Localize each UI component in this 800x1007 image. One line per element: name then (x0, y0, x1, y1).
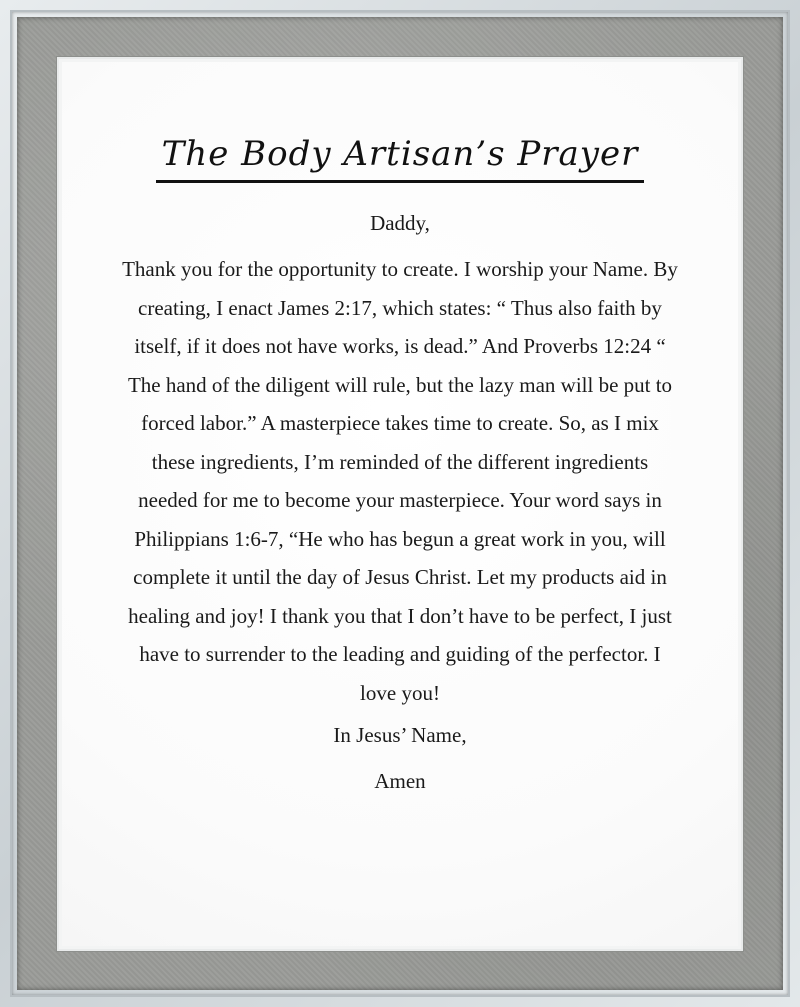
signoff: Amen (374, 769, 426, 793)
closing-line: In Jesus’ Name, (333, 723, 467, 747)
title-wrap (0, 128, 800, 183)
prayer-body (120, 206, 680, 798)
prayer-paragraph: Thank you for the opportunity to create. I worship your Name. By creating, I enact James 2:17, which states: “ Thus also faith by itself, if it does not have works, is dead.” And Proverbs 12:24 “ The hand of the diligent will rule, but the lazy man will be put to forced labor.” A masterpiece takes time to create. So, as I mix these ingredients, I’m reminded of the different ingredients needed for me to become your masterpiece. Your word says in Philippians 1:6-7, “He who has begun a great work in you, will complete it until the day of Jesus Christ. Let my products aid in healing and joy! I thank you that I don’t have to be perfect, I just have to surrender to the leading and guiding of the perfector. I love you! (122, 257, 678, 705)
prayer-title: The Body Artisan’s Prayer (156, 128, 645, 183)
salutation: Daddy, (370, 211, 430, 235)
